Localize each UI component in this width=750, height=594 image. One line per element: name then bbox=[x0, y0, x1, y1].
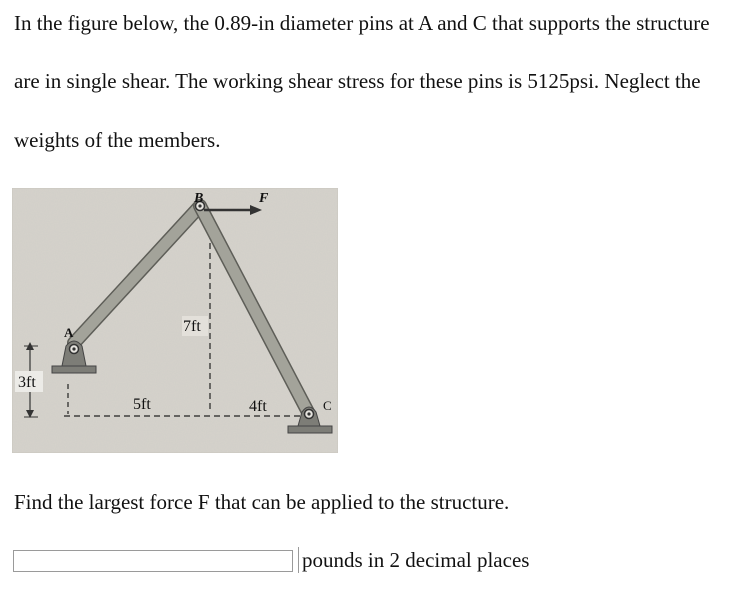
label-7ft: 7ft bbox=[183, 318, 201, 335]
question-prompt: Find the largest force F that can be applied to the structure. bbox=[14, 490, 510, 514]
label-c: C bbox=[323, 398, 332, 413]
question-line-2: are in single shear. The working shear stress for these pins is 5125psi. Neglect the bbox=[14, 69, 701, 93]
label-5ft: 5ft bbox=[133, 396, 151, 413]
question-line-3: weights of the members. bbox=[14, 128, 221, 152]
structure-figure bbox=[12, 188, 338, 453]
label-f: F bbox=[259, 191, 269, 206]
question-line-1: In the figure below, the 0.89-in diameter pins at A and C that supports the structure bbox=[14, 11, 710, 35]
label-a: A bbox=[64, 325, 74, 340]
label-3ft: 3ft bbox=[18, 374, 36, 391]
answer-input[interactable] bbox=[13, 550, 293, 572]
label-b: B bbox=[194, 191, 204, 206]
answer-unit-label: pounds in 2 decimal places bbox=[298, 547, 529, 573]
label-4ft: 4ft bbox=[249, 398, 267, 415]
